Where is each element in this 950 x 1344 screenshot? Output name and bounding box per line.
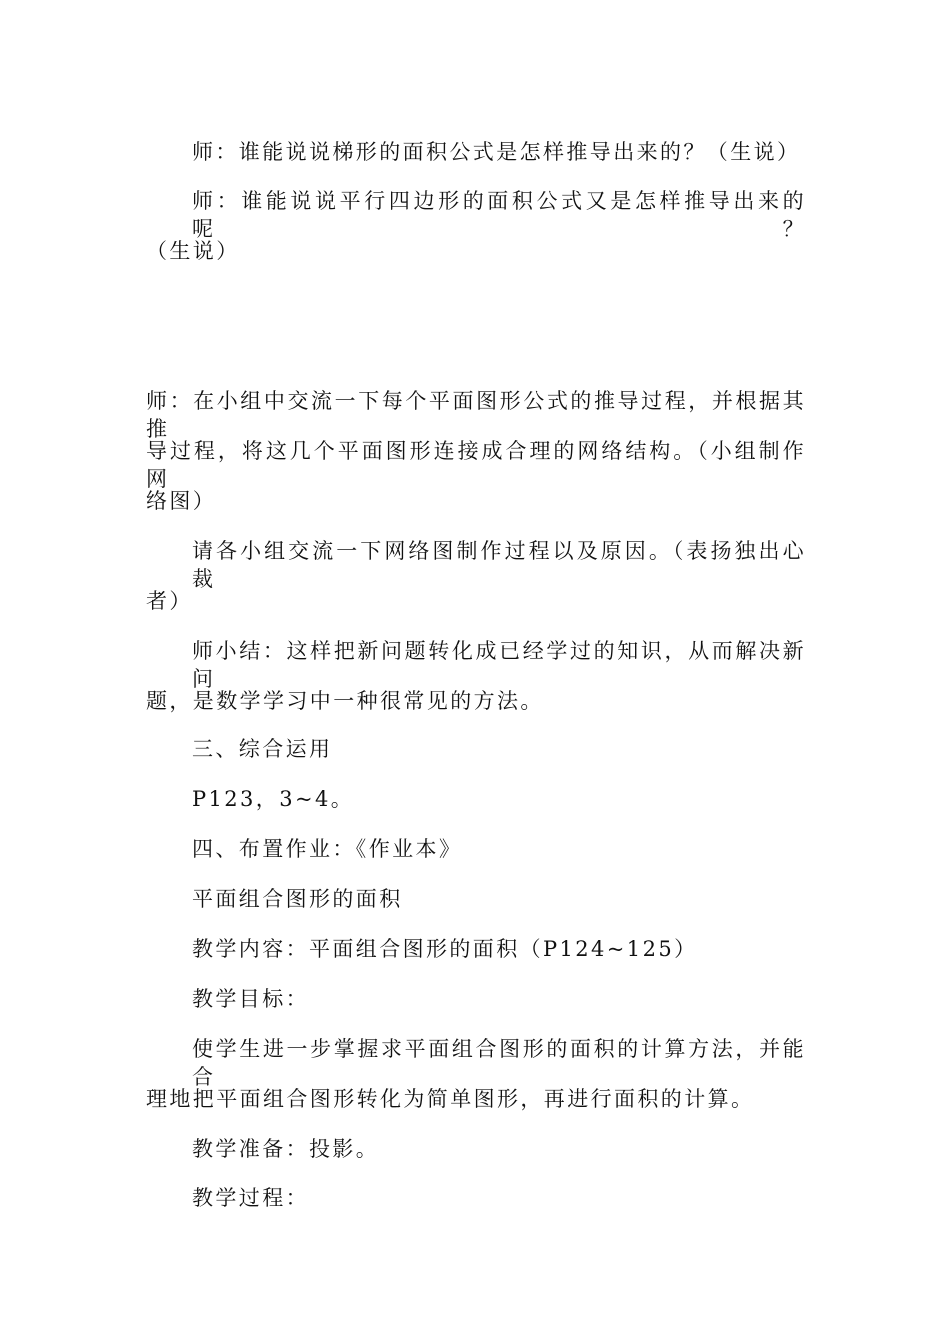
lesson-title: 平面组合图形的面积 xyxy=(192,887,403,911)
heading-teaching-goals: 教学目标： xyxy=(192,987,309,1011)
paragraph-teacher-summary-line2: 题，是数学学习中一种很常见的方法。 xyxy=(146,689,544,713)
paragraph-teaching-content: 教学内容：平面组合图形的面积（P124~125） xyxy=(192,937,698,961)
heading-teaching-process: 教学过程： xyxy=(192,1186,309,1210)
paragraph-teacher-parallelogram-line2: （生说） xyxy=(146,239,240,263)
paragraph-network-reason-line2: 者） xyxy=(146,589,193,613)
paragraph-teacher-trapezoid: 师：谁能说说梯形的面积公式是怎样推导出来的？（生说） xyxy=(192,140,801,164)
paragraph-goal-line1: 使学生进一步掌握求平面组合图形的面积的计算方法，并能合 xyxy=(192,1037,806,1089)
paragraph-teacher-parallelogram-line1: 师：谁能说说平行四边形的面积公式又是怎样推导出来的呢？ xyxy=(192,189,806,241)
paragraph-group-exchange-line1: 师：在小组中交流一下每个平面图形公式的推导过程，并根据其推 xyxy=(146,389,806,441)
paragraph-goal-line2: 理地把平面组合图形转化为简单图形，再进行面积的计算。 xyxy=(146,1087,755,1111)
paragraph-network-reason-line1: 请各小组交流一下网络图制作过程以及原因。（表扬独出心裁 xyxy=(192,539,806,591)
paragraph-group-exchange-line2: 导过程，将这几个平面图形连接成合理的网络结构。（小组制作网 xyxy=(146,439,806,491)
paragraph-exercise-pages: P123，3~4。 xyxy=(192,787,355,811)
section-heading-comprehensive-use: 三、综合运用 xyxy=(192,737,333,761)
paragraph-teacher-summary-line1: 师小结：这样把新问题转化成已经学过的知识，从而解决新问 xyxy=(192,639,806,691)
section-heading-homework: 四、布置作业：《作业本》 xyxy=(192,837,463,861)
paragraph-teaching-preparation: 教学准备：投影。 xyxy=(192,1137,380,1161)
paragraph-group-exchange-line3: 络图） xyxy=(146,489,217,513)
